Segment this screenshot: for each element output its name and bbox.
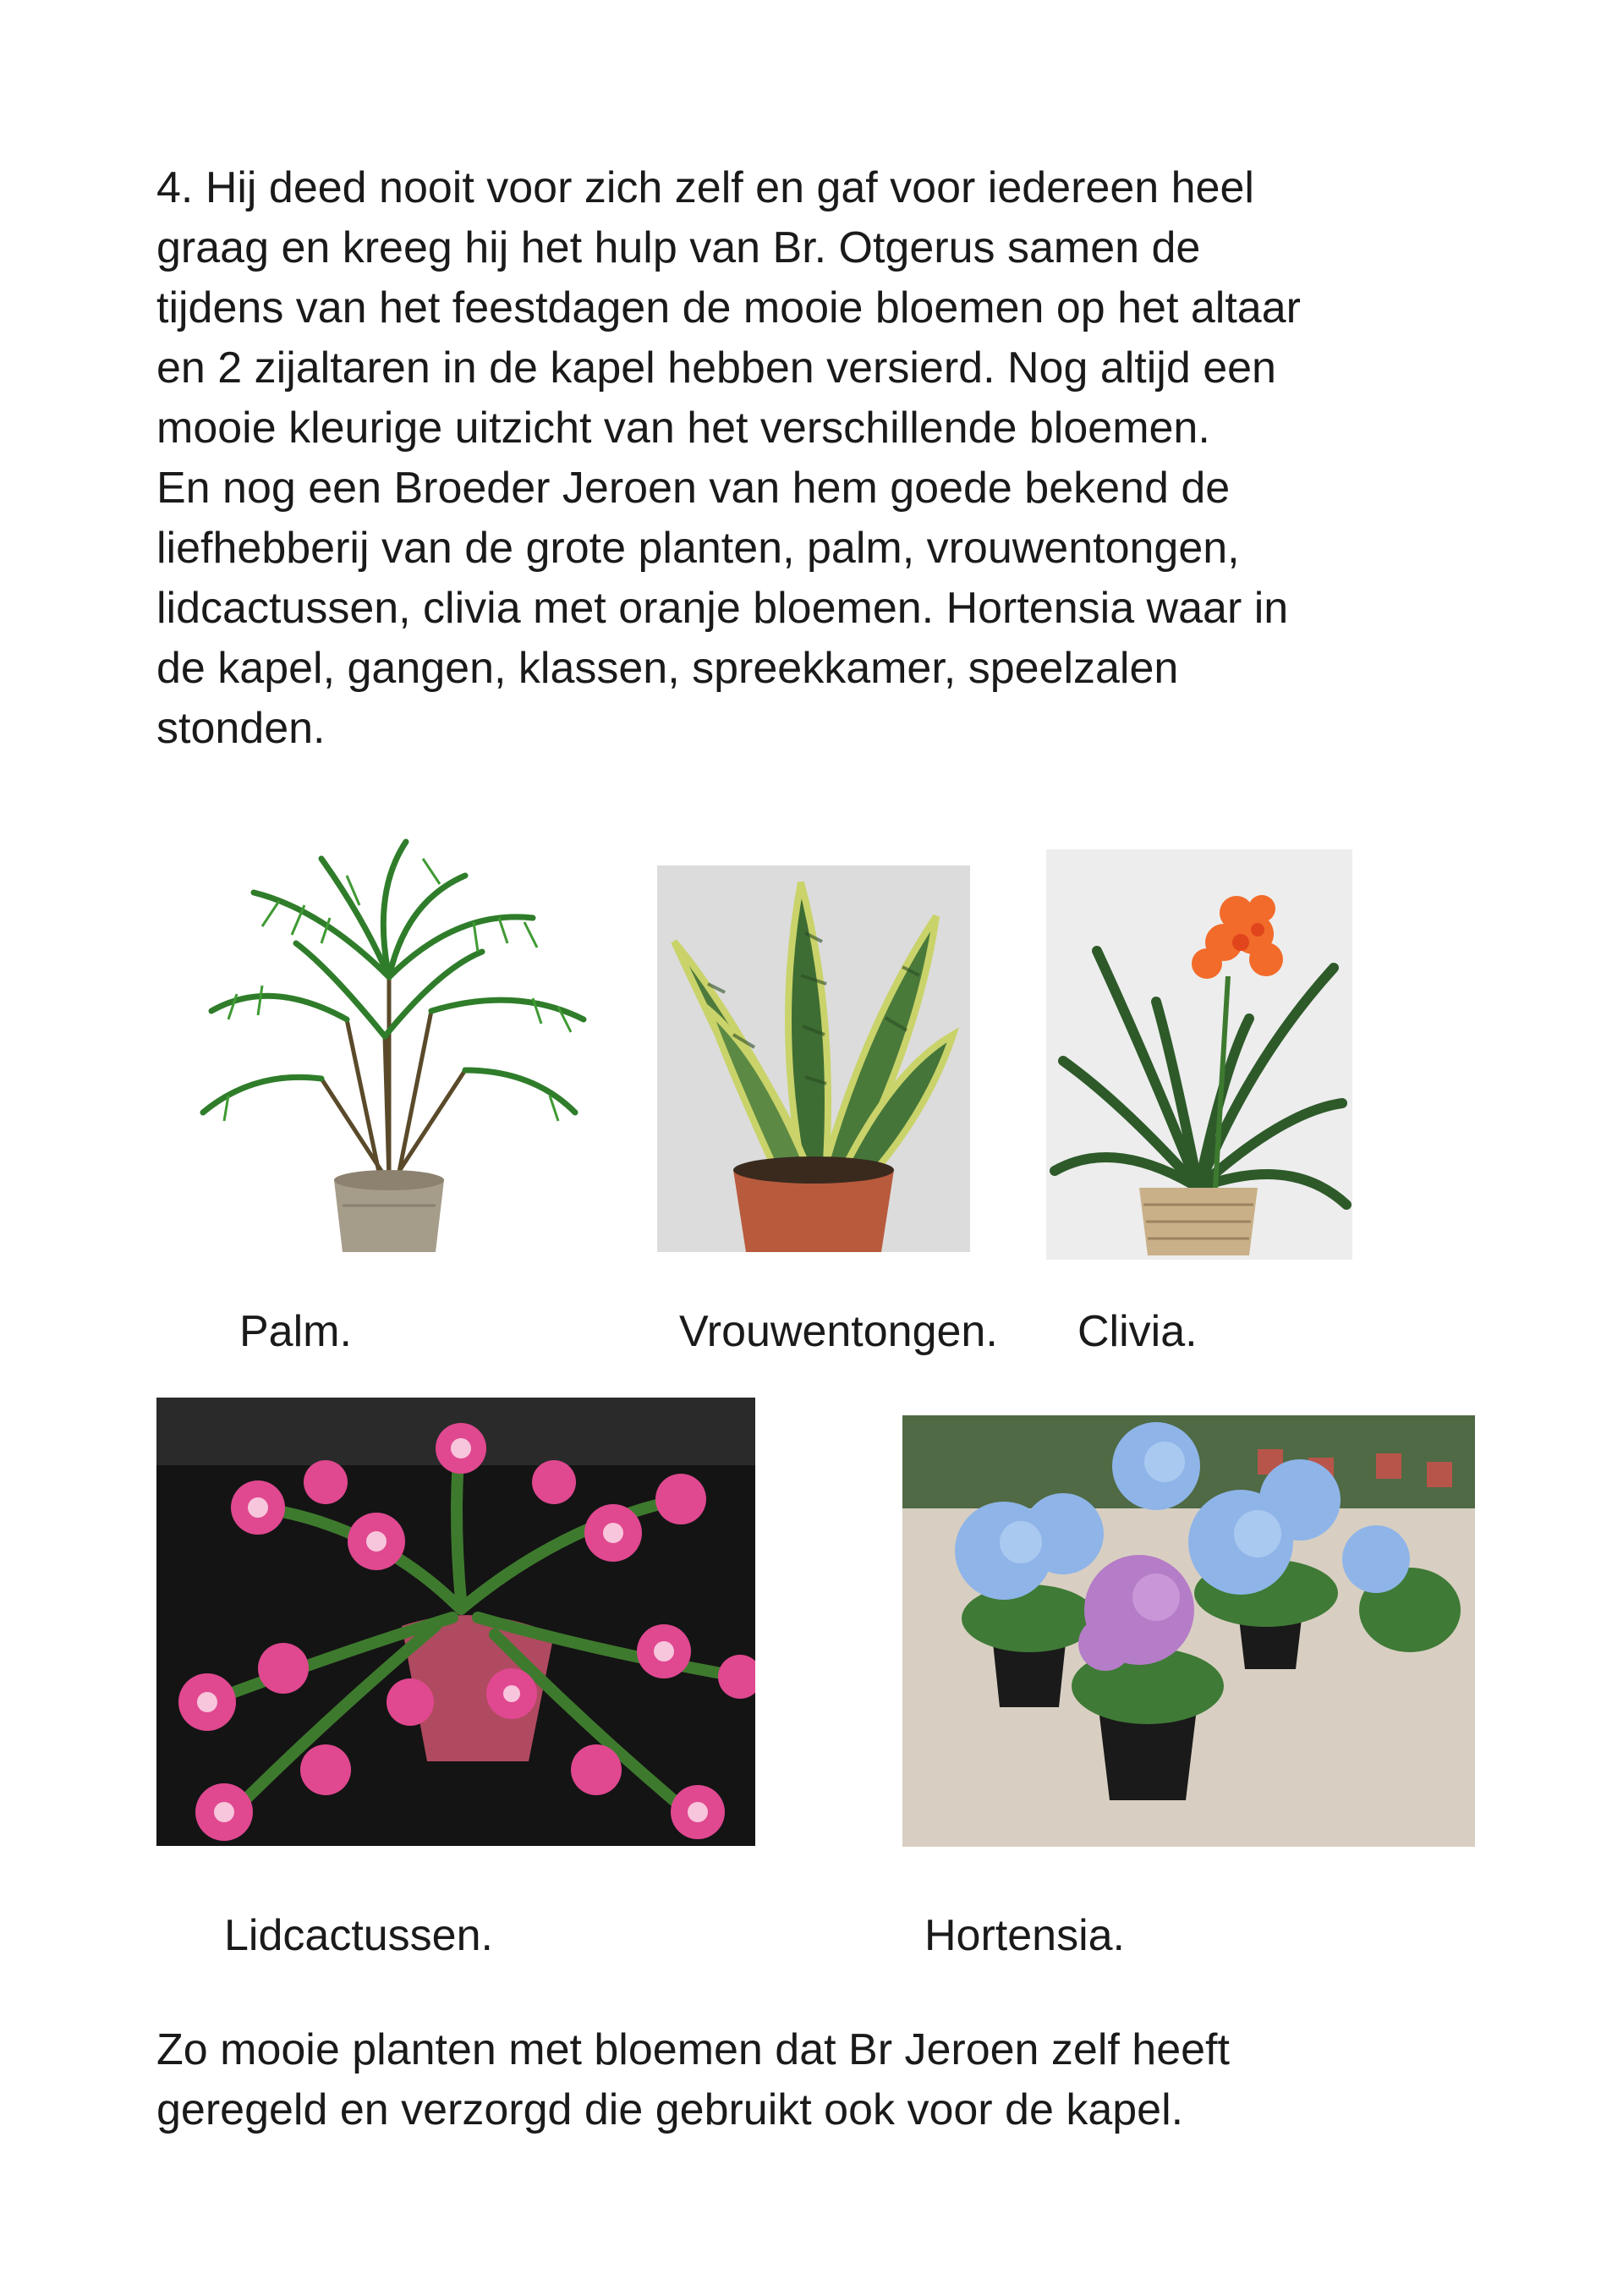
vrouwentongen-illustration [657, 865, 970, 1252]
text-line: mooie kleurige uitzicht van het verschillende bloemen. [156, 404, 1210, 453]
lidcactussen-photo [156, 1398, 755, 1846]
caption-hortensia: Hortensia. [924, 1911, 1125, 1960]
caption-clivia: Clivia. [1077, 1307, 1198, 1356]
closing-paragraph [156, 2020, 1476, 2140]
text-line: stonden. [156, 704, 326, 753]
clivia-photo [1046, 849, 1352, 1260]
clivia-illustration [1046, 849, 1352, 1260]
text-line: 4. Hij deed nooit voor zich zelf en gaf voor iedereen heel [156, 163, 1254, 212]
text-line: de kapel, gangen, klassen, spreekkamer, speelzalen [156, 644, 1179, 693]
caption-palm: Palm. [239, 1307, 352, 1356]
palm-photo [178, 825, 600, 1265]
text-line: geregeld en verzorgd die gebruikt ook voor de kapel. [156, 2085, 1184, 2134]
vrouwentongen-photo [657, 865, 970, 1252]
text-line: lidcactussen, clivia met oranje bloemen. Hortensia waar in [156, 584, 1289, 633]
caption-vrouwentongen: Vrouwentongen. [679, 1307, 998, 1356]
text-line: tijdens van het feestdagen de mooie bloemen op het altaar [156, 283, 1301, 332]
hortensia-photo [902, 1415, 1475, 1847]
caption-lidcactussen: Lidcactussen. [224, 1911, 493, 1960]
lidcactussen-illustration [156, 1398, 755, 1846]
palm-illustration [178, 825, 600, 1265]
text-line: Zo mooie planten met bloemen dat Br Jeroen zelf heeft [156, 2025, 1230, 2074]
text-line: En nog een Broeder Jeroen van hem goede bekend de [156, 464, 1231, 513]
text-line: liefhebberij van de grote planten, palm, vrouwentongen, [156, 524, 1240, 573]
text-line: graag en kreeg hij het hulp van Br. Otgerus samen de [156, 223, 1201, 272]
intro-paragraph [156, 158, 1476, 759]
text-line: en 2 zijaltaren in de kapel hebben versierd. Nog altijd een [156, 343, 1276, 393]
hortensia-illustration [902, 1415, 1475, 1847]
